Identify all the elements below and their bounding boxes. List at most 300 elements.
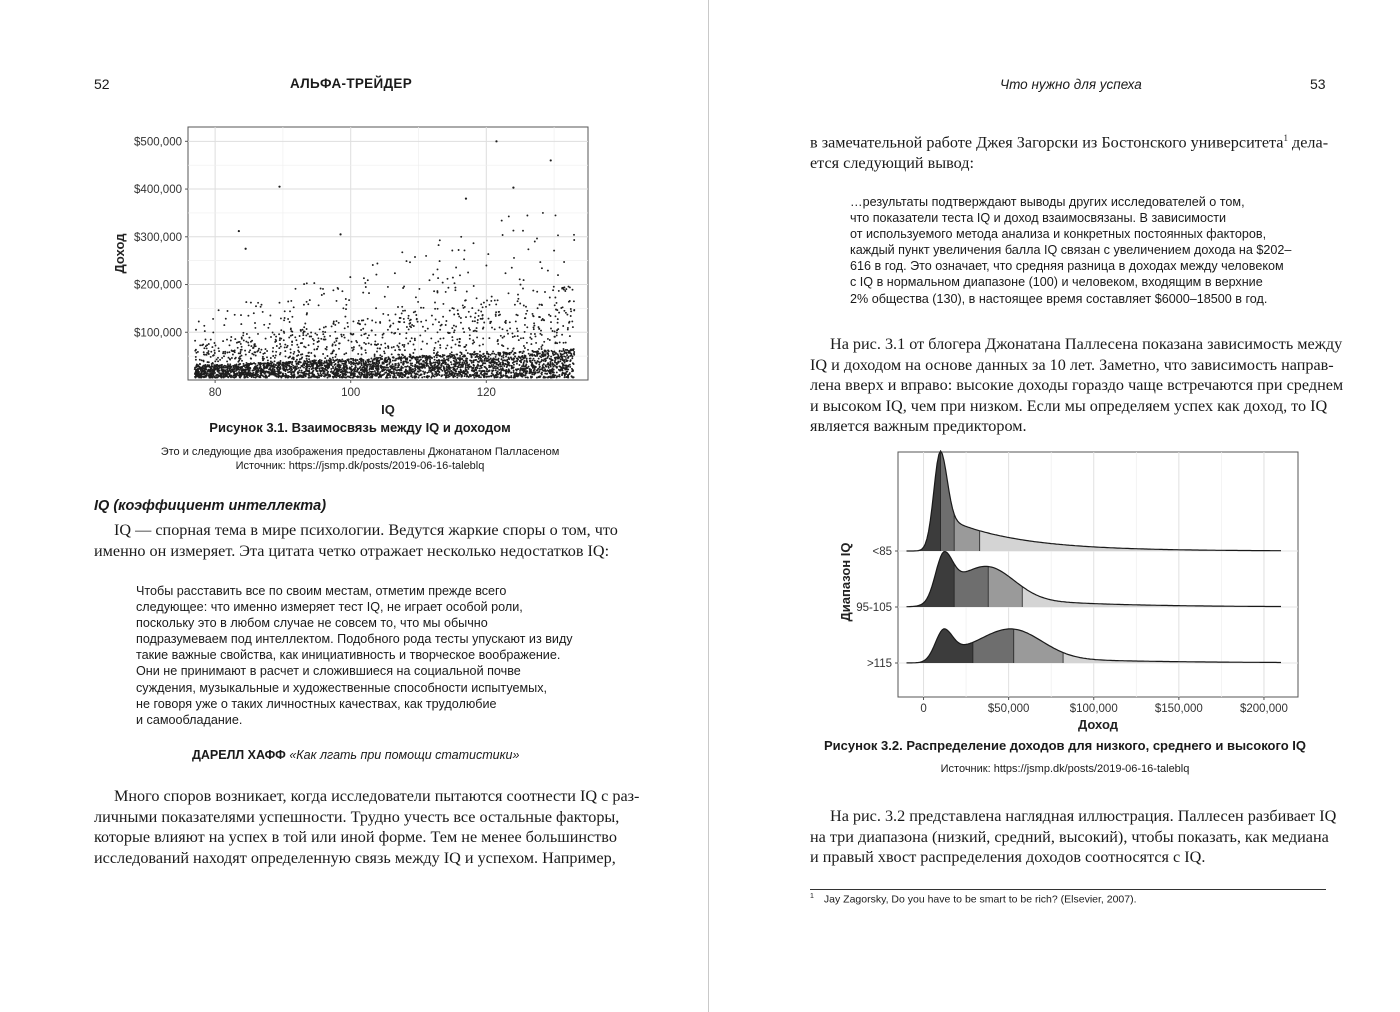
data-point — [293, 375, 295, 377]
data-point — [350, 376, 352, 378]
data-point — [464, 300, 466, 302]
data-point — [280, 329, 282, 331]
x-tick-label: 100 — [341, 387, 361, 399]
data-point — [306, 358, 308, 360]
data-point — [422, 366, 424, 368]
data-point — [499, 327, 501, 329]
data-point — [339, 342, 341, 344]
data-point — [497, 299, 499, 301]
data-point — [454, 282, 456, 284]
running-head-left: АЛЬФА-ТРЕЙДЕР — [290, 76, 413, 91]
data-point — [437, 331, 439, 333]
data-point — [466, 360, 468, 362]
data-point — [456, 373, 458, 375]
data-point — [502, 351, 504, 353]
data-point — [557, 322, 559, 324]
data-point — [495, 354, 497, 356]
data-point — [293, 358, 295, 360]
data-point — [505, 370, 507, 372]
quote-line: следующее: что именно измеряет тест IQ, не играет особой роли, — [136, 600, 523, 615]
data-point — [514, 304, 516, 306]
data-point — [524, 347, 526, 349]
data-point — [519, 356, 521, 358]
data-point — [310, 332, 312, 334]
data-point — [199, 367, 201, 369]
data-point — [402, 364, 404, 366]
data-point — [451, 363, 453, 365]
data-point — [349, 372, 351, 374]
data-point — [539, 353, 541, 355]
data-point — [519, 364, 521, 366]
data-point — [269, 367, 271, 369]
data-point — [236, 365, 238, 367]
data-point — [330, 361, 332, 363]
data-point — [480, 373, 482, 375]
data-point — [543, 354, 545, 356]
data-point — [548, 350, 550, 352]
data-point — [312, 338, 314, 340]
data-point — [457, 366, 459, 368]
data-point — [516, 328, 518, 330]
data-point — [520, 351, 522, 353]
figure1-source: Источник: https://jsmp.dk/posts/2019-06-16-taleblq — [235, 460, 485, 472]
data-point — [552, 289, 554, 291]
data-point — [505, 356, 507, 358]
data-point — [484, 366, 486, 368]
data-point — [391, 332, 393, 334]
data-point — [505, 372, 507, 374]
data-point — [525, 306, 527, 308]
data-point — [458, 375, 460, 377]
text-line: Много споров возникает, когда исследователи пытаются соотнести IQ с раз- — [114, 787, 640, 805]
data-point — [334, 373, 336, 375]
data-point — [399, 321, 401, 323]
data-point — [463, 258, 465, 260]
data-point — [225, 369, 227, 371]
data-point — [410, 363, 412, 365]
data-point — [256, 370, 258, 372]
data-point — [293, 351, 295, 353]
data-point — [274, 371, 276, 373]
data-point — [434, 302, 436, 304]
text-line: исследований находят определенную связь между IQ и успехом. Например, — [94, 848, 616, 867]
data-point — [330, 359, 332, 361]
data-point — [541, 334, 543, 336]
data-point — [205, 372, 207, 374]
data-point — [245, 354, 247, 356]
data-point — [513, 370, 515, 372]
data-point — [493, 357, 495, 359]
data-point — [439, 367, 441, 369]
data-point — [333, 323, 335, 325]
data-point — [446, 372, 448, 374]
data-point — [492, 366, 494, 368]
data-point — [482, 318, 484, 320]
data-point — [350, 363, 352, 365]
data-point — [224, 351, 226, 353]
data-point — [573, 348, 575, 350]
data-point — [517, 330, 519, 332]
data-point — [218, 347, 220, 349]
data-point — [355, 359, 357, 361]
quote-line: подразумеваем под интеллектом. Подобного рода тесты упускают из виду — [136, 632, 573, 647]
data-point — [231, 369, 233, 371]
data-point — [265, 338, 267, 340]
data-point — [508, 364, 510, 366]
data-point — [306, 301, 308, 303]
data-point — [490, 354, 492, 356]
data-point — [561, 350, 563, 352]
data-point — [514, 361, 516, 363]
data-point — [437, 351, 439, 353]
data-point — [320, 375, 322, 377]
data-point — [535, 342, 537, 344]
data-point — [250, 341, 252, 343]
data-point — [361, 320, 363, 322]
data-point — [397, 363, 399, 365]
data-point — [226, 339, 228, 341]
data-point — [454, 375, 456, 377]
data-point — [253, 345, 255, 347]
data-point — [318, 376, 320, 378]
data-point — [421, 376, 423, 378]
data-point — [497, 367, 499, 369]
data-point — [371, 367, 373, 369]
data-point — [274, 360, 276, 362]
data-point — [563, 261, 565, 263]
data-point — [452, 375, 454, 377]
data-point — [429, 366, 431, 368]
data-point — [466, 372, 468, 374]
data-point — [547, 356, 549, 358]
data-point — [292, 356, 294, 358]
data-point — [480, 376, 482, 378]
data-point — [321, 363, 323, 365]
data-point — [400, 362, 402, 364]
data-point — [385, 366, 387, 368]
data-point — [512, 336, 514, 338]
data-point — [411, 337, 413, 339]
data-point — [492, 364, 494, 366]
data-point — [304, 331, 306, 333]
data-point — [573, 351, 575, 353]
data-point — [298, 363, 300, 365]
data-point — [277, 362, 279, 364]
data-point — [569, 321, 571, 323]
data-point — [430, 337, 432, 339]
data-point — [451, 250, 453, 252]
data-point — [408, 376, 410, 378]
data-point — [573, 300, 575, 302]
data-point — [468, 368, 470, 370]
data-point — [419, 364, 421, 366]
data-point — [284, 346, 286, 348]
data-point — [374, 340, 376, 342]
data-point — [465, 316, 467, 318]
data-point — [239, 377, 241, 379]
data-point — [480, 311, 482, 313]
data-point — [374, 374, 376, 376]
data-point — [540, 330, 542, 332]
data-point — [563, 289, 565, 291]
data-point — [489, 304, 491, 306]
data-point — [377, 347, 379, 349]
data-point — [336, 300, 338, 302]
data-point — [342, 376, 344, 378]
data-point — [570, 315, 572, 317]
data-point — [280, 317, 282, 319]
data-point — [306, 366, 308, 368]
data-point — [527, 349, 529, 351]
data-point — [375, 321, 377, 323]
data-point — [197, 371, 199, 373]
data-point — [219, 365, 221, 367]
data-point — [495, 359, 497, 361]
data-point — [468, 327, 470, 329]
data-point — [525, 367, 527, 369]
data-point — [299, 361, 301, 363]
data-point — [519, 374, 521, 376]
data-point — [316, 375, 318, 377]
data-point — [278, 347, 280, 349]
data-point — [282, 373, 284, 375]
data-point — [501, 365, 503, 367]
data-point — [460, 358, 462, 360]
data-point — [205, 345, 207, 347]
data-point — [402, 354, 404, 356]
data-point — [526, 326, 528, 328]
data-point — [374, 370, 376, 372]
data-point — [571, 320, 573, 322]
data-point — [296, 344, 298, 346]
data-point — [222, 340, 224, 342]
data-point — [270, 369, 272, 371]
y-tick-label: <85 — [872, 546, 892, 558]
data-point — [352, 333, 354, 335]
data-point — [316, 348, 318, 350]
data-point — [364, 323, 366, 325]
data-point — [456, 338, 458, 340]
data-point — [501, 376, 503, 378]
data-point — [525, 376, 527, 378]
data-point — [510, 352, 512, 354]
data-point — [418, 376, 420, 378]
data-point — [382, 366, 384, 368]
data-point — [558, 365, 560, 367]
data-point — [280, 368, 282, 370]
data-point — [357, 376, 359, 378]
data-point — [414, 339, 416, 341]
data-point — [549, 358, 551, 360]
data-point — [455, 353, 457, 355]
data-point — [563, 360, 565, 362]
data-point — [303, 326, 305, 328]
data-point — [555, 214, 557, 216]
right-block-quote — [850, 194, 1291, 307]
data-point — [425, 319, 427, 321]
data-point — [392, 375, 394, 377]
data-point — [468, 311, 470, 313]
data-point — [342, 370, 344, 372]
data-point — [286, 367, 288, 369]
data-point — [211, 376, 213, 378]
data-point — [532, 290, 534, 292]
data-point — [247, 315, 249, 317]
data-point — [459, 372, 461, 374]
data-point — [379, 322, 381, 324]
data-point — [241, 360, 243, 362]
data-point — [259, 363, 261, 365]
data-point — [215, 368, 217, 370]
data-point — [416, 356, 418, 358]
data-point — [241, 366, 243, 368]
data-point — [538, 348, 540, 350]
data-point — [569, 286, 571, 288]
data-point — [455, 343, 457, 345]
data-point — [446, 367, 448, 369]
data-point — [455, 357, 457, 359]
data-point — [211, 365, 213, 367]
data-point — [566, 367, 568, 369]
data-point — [326, 362, 328, 364]
data-point — [434, 365, 436, 367]
data-point — [233, 371, 235, 373]
data-point — [240, 358, 242, 360]
data-point — [487, 253, 489, 255]
data-point — [259, 365, 261, 367]
data-point — [354, 373, 356, 375]
data-point — [445, 324, 447, 326]
data-point — [564, 376, 566, 378]
data-point — [518, 339, 520, 341]
data-point — [546, 373, 548, 375]
data-point — [472, 353, 474, 355]
data-point — [323, 327, 325, 329]
data-point — [279, 372, 281, 374]
data-point — [461, 365, 463, 367]
data-point — [245, 341, 247, 343]
data-point — [354, 368, 356, 370]
data-point — [241, 336, 243, 338]
data-point — [397, 328, 399, 330]
data-point — [422, 326, 424, 328]
data-point — [209, 366, 211, 368]
data-point — [471, 307, 473, 309]
data-point — [492, 351, 494, 353]
data-point — [335, 354, 337, 356]
data-point — [276, 345, 278, 347]
data-point — [360, 377, 362, 379]
data-point — [248, 337, 250, 339]
data-point — [368, 334, 370, 336]
data-point — [377, 369, 379, 371]
data-point — [325, 326, 327, 328]
data-point — [333, 361, 335, 363]
data-point — [547, 377, 549, 379]
data-point — [454, 361, 456, 363]
data-point — [508, 357, 510, 359]
data-point — [494, 299, 496, 301]
data-point — [407, 370, 409, 372]
data-point — [213, 350, 215, 352]
data-point — [549, 376, 551, 378]
data-point — [416, 361, 418, 363]
data-point — [343, 353, 345, 355]
data-point — [258, 348, 260, 350]
data-point — [541, 319, 543, 321]
data-point — [435, 342, 437, 344]
data-point — [339, 233, 341, 235]
data-point — [488, 362, 490, 364]
data-point — [522, 288, 524, 290]
data-point — [458, 249, 460, 251]
data-point — [320, 338, 322, 340]
data-point — [272, 351, 274, 353]
data-point — [428, 369, 430, 371]
data-point — [402, 344, 404, 346]
data-point — [563, 286, 565, 288]
data-point — [241, 355, 243, 357]
data-point — [470, 366, 472, 368]
data-point — [242, 332, 244, 334]
data-point — [309, 336, 311, 338]
data-point — [503, 357, 505, 359]
data-point — [393, 373, 395, 375]
data-point — [549, 372, 551, 374]
data-point — [570, 359, 572, 361]
data-point — [355, 340, 357, 342]
data-point — [209, 368, 211, 370]
data-point — [495, 311, 497, 313]
data-point — [357, 369, 359, 371]
data-point — [563, 352, 565, 354]
data-point — [476, 297, 478, 299]
data-point — [264, 352, 266, 354]
data-point — [451, 327, 453, 329]
data-point — [266, 356, 268, 358]
data-point — [365, 286, 367, 288]
data-point — [217, 360, 219, 362]
data-point — [508, 215, 510, 217]
data-point — [515, 375, 517, 377]
data-point — [253, 312, 255, 314]
data-point — [474, 320, 476, 322]
data-point — [399, 372, 401, 374]
data-point — [385, 377, 387, 379]
data-point — [363, 333, 365, 335]
data-point — [362, 292, 364, 294]
data-point — [290, 328, 292, 330]
data-point — [549, 362, 551, 364]
data-point — [403, 346, 405, 348]
data-point — [230, 375, 232, 377]
data-point — [559, 376, 561, 378]
data-point — [508, 362, 510, 364]
data-point — [534, 241, 536, 243]
data-point — [462, 328, 464, 330]
data-point — [550, 159, 552, 161]
data-point — [557, 318, 559, 320]
data-point — [290, 300, 292, 302]
data-point — [505, 272, 507, 274]
data-point — [345, 298, 347, 300]
data-point — [512, 362, 514, 364]
data-point — [387, 286, 389, 288]
data-point — [223, 355, 225, 357]
data-point — [374, 357, 376, 359]
data-point — [490, 358, 492, 360]
data-point — [432, 323, 434, 325]
